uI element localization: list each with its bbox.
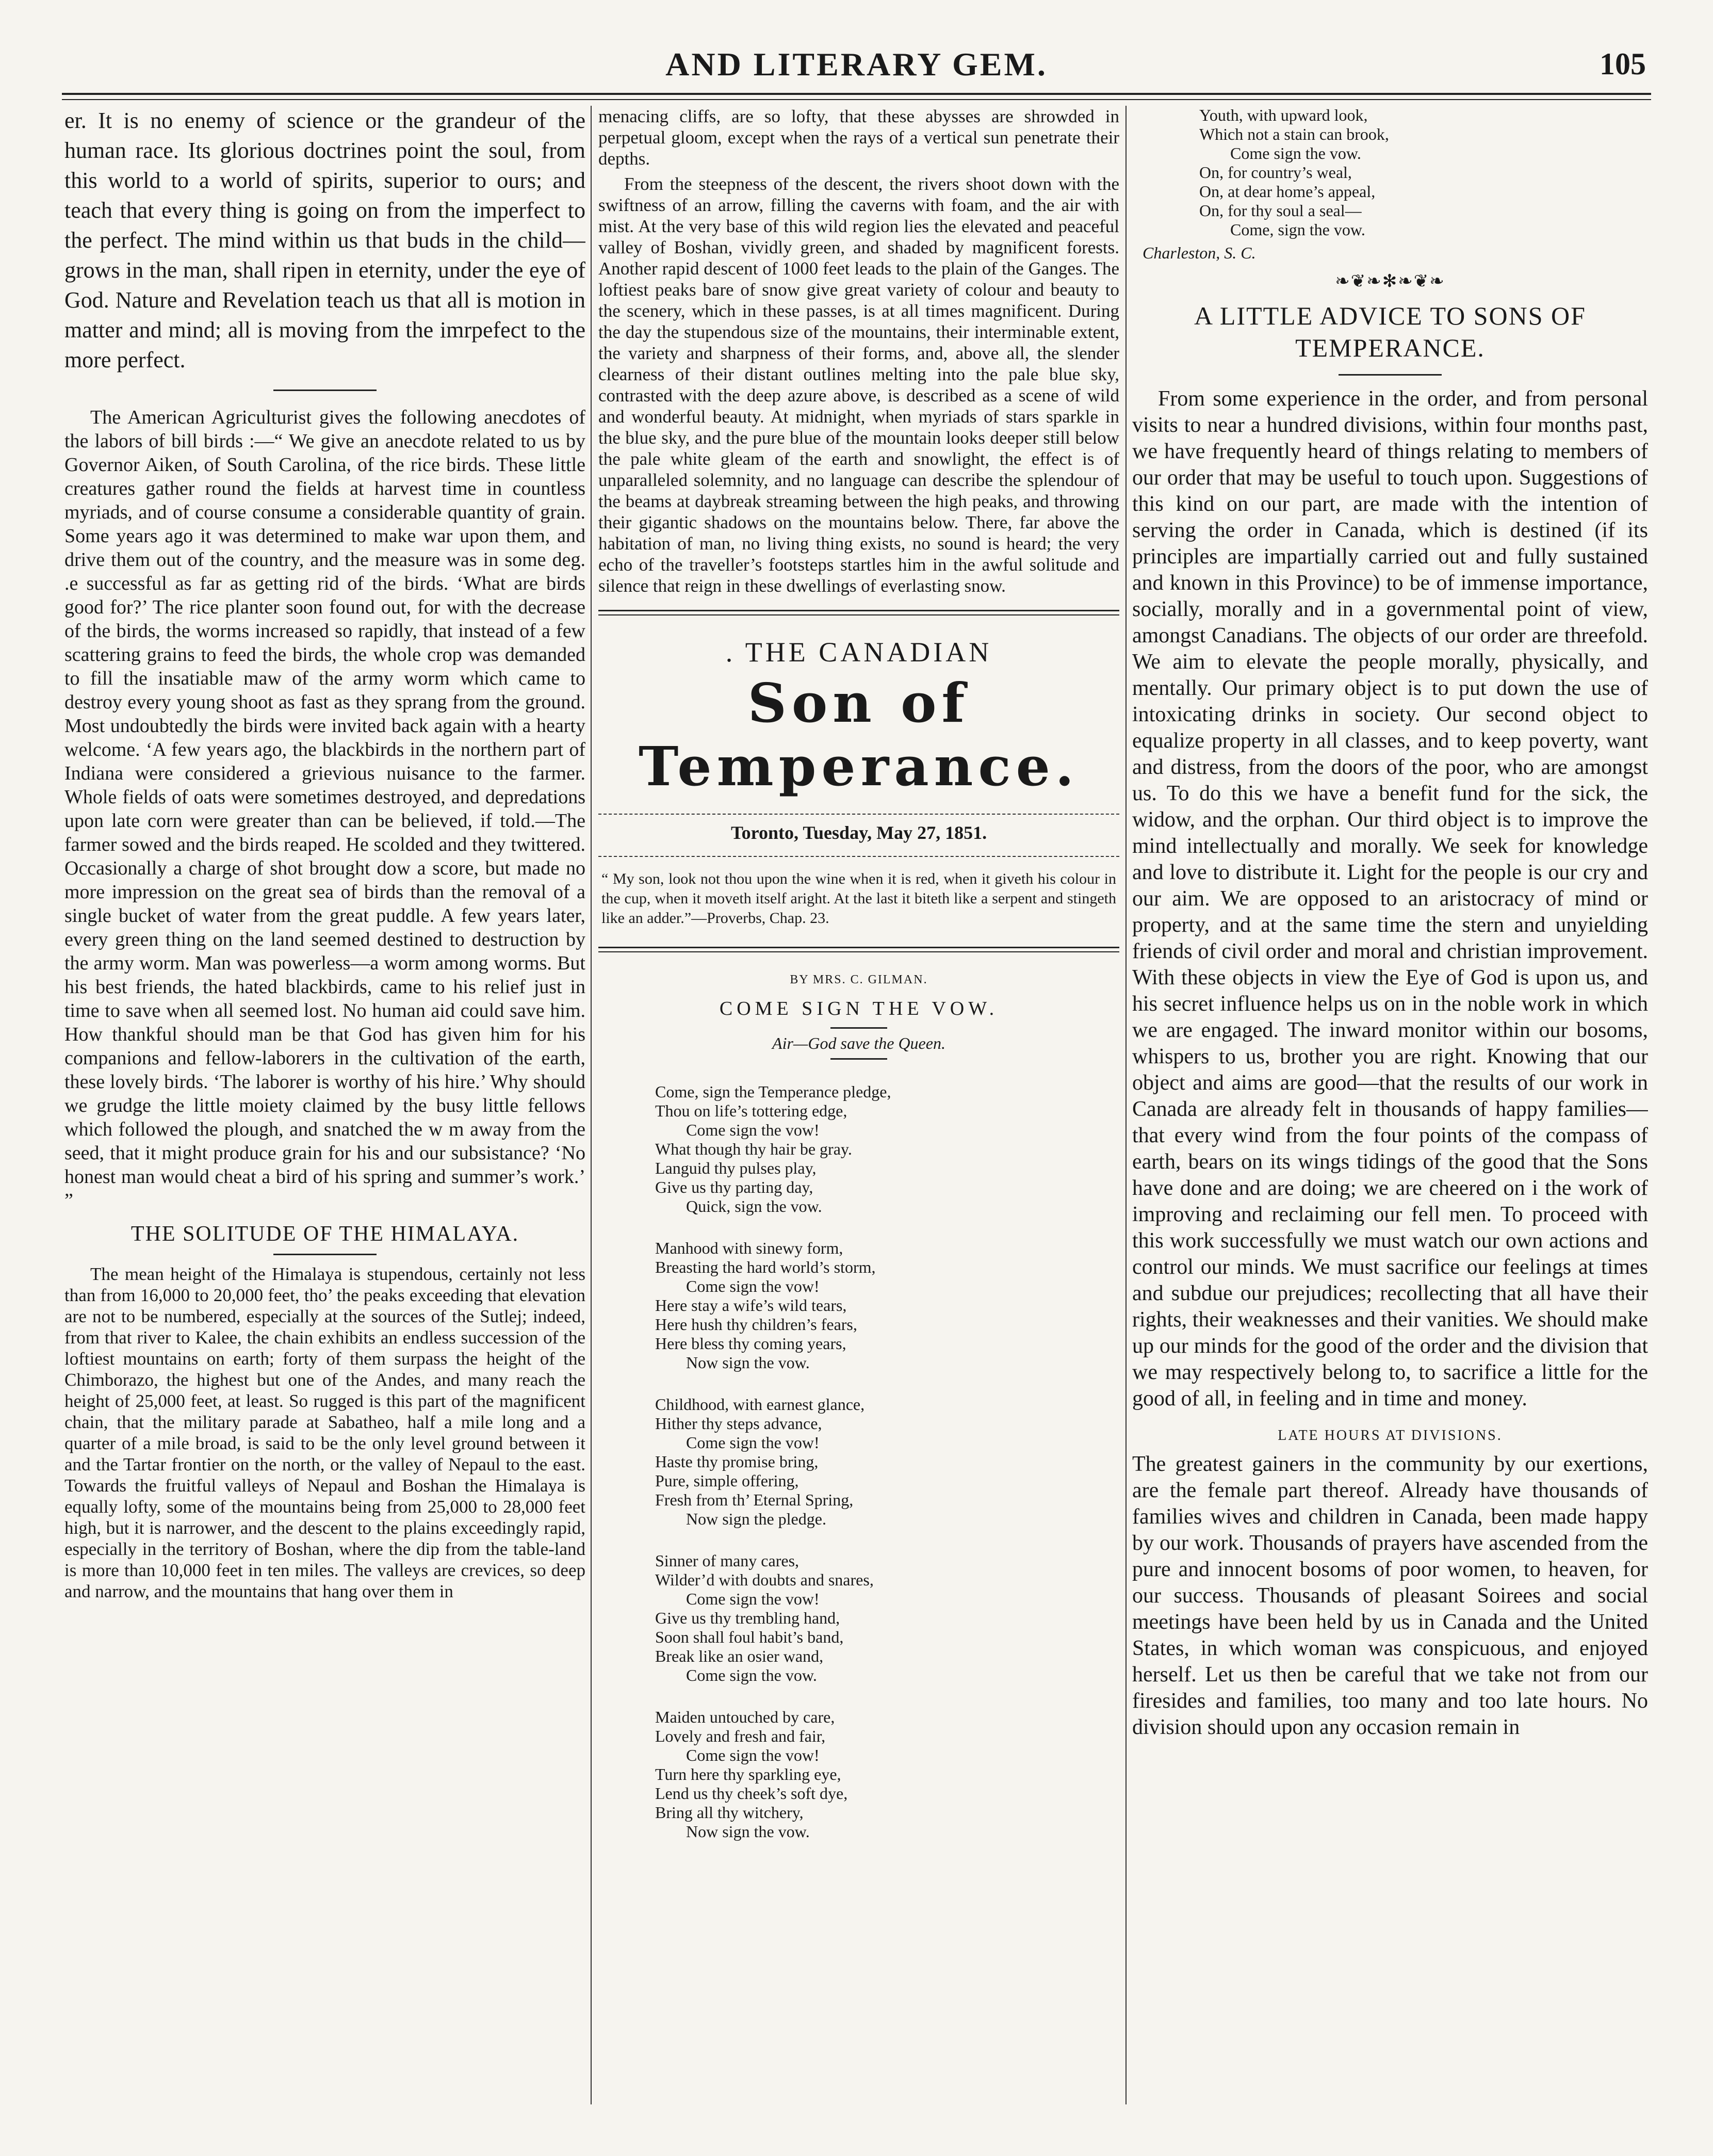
poem-line: Languid thy pulses play,	[655, 1159, 817, 1177]
header-rule-thin	[62, 99, 1651, 100]
column-divider-2	[1125, 106, 1127, 2104]
masthead-rule-top	[598, 610, 1119, 615]
epigraph: “ My son, look not thou upon the wine when it is red, when it giveth his colour in the cup, when it moveth itself aright. At the last it biteth like a serpent and stingeth like an adder.”—Proverbs, Chap. 23.	[601, 870, 1116, 927]
poem-line: Come sign the vow!	[686, 1433, 820, 1452]
poem-line: Come sign the vow!	[686, 1590, 820, 1608]
poem-line: Come, sign the Temperance pledge,	[655, 1082, 891, 1101]
poem-line: Come sign the vow.	[686, 1666, 817, 1684]
poem-line: Which not a stain can brook,	[1199, 125, 1389, 143]
poem-line: Here hush thy children’s fears,	[655, 1315, 857, 1334]
poem-line: Soon shall foul habit’s band,	[655, 1628, 844, 1646]
poem-line: Sinner of many cares,	[655, 1551, 800, 1570]
poem-line: Come sign the vow.	[1230, 144, 1361, 163]
poem-line: Pure, simple offering,	[655, 1471, 799, 1490]
poem-line: Bring all thy witchery,	[655, 1803, 804, 1822]
poem-line: Maiden untouched by care,	[655, 1708, 835, 1726]
himalaya-continued: menacing cliffs, are so lofty, that these abysses are shrowded in perpetual gloom, except when the rays of a vertical sun penetrate their depths.	[598, 106, 1119, 169]
ornament-divider: ❧❦❧✻❧❦❧	[1335, 272, 1445, 291]
poem-line: On, at dear home’s appeal,	[1199, 182, 1376, 201]
epigraph-rule	[598, 947, 1119, 952]
poem-rule-2	[830, 1058, 887, 1060]
poem-line: On, for thy soul a seal—	[1199, 201, 1362, 220]
poem-line: Now sign the vow.	[686, 1353, 810, 1372]
late-hours-heading: LATE HOURS AT DIVISIONS.	[1278, 1428, 1503, 1444]
column-3	[1132, 106, 1648, 2115]
poem-stanza	[655, 1708, 1119, 1841]
poem-line: Fresh from th’ Eternal Spring,	[655, 1490, 854, 1509]
header-rule	[62, 93, 1651, 95]
birds-article: The American Agriculturist gives the following anecdotes of the labors of bill birds :—“ We give an anecdote related to us by Governor Aiken, of South Carolina, of the rice birds. These little creatures gather round the fields at harvest time in countless myriads, and of course consume a considerable quantity of grain. Some years ago it was determined to make war upon them, and drive them out of the country, and the measure was in some deg. .e successful as far as getting rid of the birds. ‘What are birds good for?’ The rice planter soon found out, for with the decrease of the birds, the worms increased so rapidly, that instead of a few scattering grains to feed the birds, the whole crop was demanded to fill the insatiable maw of the army worm which came to destroy every young shoot as fast as they sprang from the ground. Most undoubtedly the birds were invited back again with a hearty welcome. ‘A few years ago, the blackbirds in the northern part of Indiana were considered a grievious nuisance to the farmer. Whole fields of oats were sometimes destroyed, and depredations upon late corn were greater than can be believed, if told.—The farmer sowed and the birds reaped. He scolded and they twittered. Occasionally a charge of shot brought dow a score, but made no more impression on the great sea of birds than the removal of a single bucket of water from the great puddle. A few years later, every green thing on the land seemed destined to destruction by the army worm. Man was powerless—a worm among worms. But his best friends, the hated blackbirds, came to his relief just in time to save when all seemed lost. No human aid could save him. How thankful should man be that God has given him for his companions and fellow-laborers in the cultivation of the earth, these lovely birds. ‘The laborer is worthy of his hire.’ Why should we grudge the little moiety claimed by the busy little fellows which followed the plough, and snatched the w m away from the seed, that it might produce grain for his and our subsistance? ‘No honest man would cheat a bird of his spring and summer’s work.’ ”	[64, 407, 585, 1211]
poem-line: Here stay a wife’s wild tears,	[655, 1296, 847, 1315]
poem-line: Youth, with upward look,	[1199, 106, 1368, 124]
poem-line: On, for country’s weal,	[1199, 163, 1352, 182]
column-2	[598, 106, 1119, 2115]
poem-rule	[830, 1027, 887, 1029]
poem-line: Childhood, with earnest glance,	[655, 1395, 865, 1414]
poem-stanza	[655, 1551, 1119, 1685]
poem-air: Air—God save the Queen.	[772, 1034, 945, 1052]
poem-line: Haste thy promise bring,	[655, 1452, 819, 1471]
wavy-rule-2	[598, 848, 1119, 857]
poem-line: Come sign the vow!	[686, 1277, 820, 1295]
poem-line: Lovely and fresh and fair,	[655, 1727, 826, 1745]
poem-line: Wilder’d with doubts and snares,	[655, 1570, 874, 1589]
poem-stanza	[655, 1395, 1119, 1529]
poem-line: Thou on life’s tottering edge,	[655, 1101, 847, 1120]
poem-line: Come sign the vow!	[686, 1746, 820, 1764]
section-rule	[273, 390, 377, 391]
wavy-rule-1	[598, 805, 1119, 815]
masthead-line-1: . THE CANADIAN	[725, 637, 992, 668]
column-divider-1	[591, 106, 592, 2104]
poem-line: Here bless thy coming years,	[655, 1334, 846, 1353]
himalaya-article: The mean height of the Himalaya is stupendous, certainly not less than from 16,000 to 20,000 feet, tho’ the peaks exceeding that elevation are not to be numbered, especially at the sources of the Sutlej; indeed, from that river to Kalee, the chain exhibits an endless succession of the loftiest mountains on earth; forty of them surpass the height of the Chimborazo, the highest but one of the Andes, and many reach the height of 25,000 feet, at least. So rugged is this part of the magnificent chain, that the military parade at Sabatheo, half a mile long and a quarter of a mile broad, is said to be the only level ground between it and the Tartar frontier on the north, or the valley of Nepaul to the east. Towards the fruitful valleys of Nepaul and Boshan the Himalaya is equally lofty, some of the mountains being from 25,000 to 28,000 feet high, but it is narrower, and the descent to the plains exceedingly rapid, especially in the territory of Boshan, where the dip from the table-land is more than 10,000 feet in ten miles. The valleys are crevices, so deep and narrow, and the mountains that hang over them in	[64, 1264, 585, 1601]
poem-line: Quick, sign the vow.	[686, 1197, 822, 1215]
poem-stanza	[655, 1082, 1119, 1216]
poem-continued	[1199, 106, 1648, 239]
poem-title: COME SIGN THE VOW.	[719, 998, 999, 1019]
column-1	[64, 106, 585, 2115]
poem-line: Now sign the pledge.	[686, 1510, 826, 1528]
poem-stanza	[655, 1239, 1119, 1372]
poem-place: Charleston, S. C.	[1143, 244, 1256, 262]
late-hours-article: The greatest gainers in the community by our exertions, are the female part thereof. Already have thousands of families wives and children in Canada, been made happy by our work. Thousands of prayers have ascended from the pure and innocent bosoms of poor women, to heaven, for our success. Thousands of pleasant Soirees and social meetings have been held by us in Canada and the United States, in which woman was conspicuous, and enjoyed herself. Let us then be careful that we take not from our firesides and families, too many and too late hours. No division should upon any occasion remain in	[1132, 1452, 1648, 1739]
poem-line: What though thy hair be gray.	[655, 1140, 852, 1158]
heading-rule	[1339, 374, 1442, 376]
poem-line: Breasting the hard world’s storm,	[655, 1258, 876, 1276]
continued-paragraph: er. It is no enemy of science or the grandeur of the human race. Its glorious doctrines point the soul, from this world to a world of spirits, superior to ours; and teach that every thing is going on from the imperfect to the perfect. The mind within us that buds in the child—grows in the man, shall ripen in eternity, under the eye of God. Nature and Revelation teach us that all is motion in matter and mind; all is moving from the imrpefect to the more perfect.	[64, 108, 585, 372]
poem-line: Come, sign the vow.	[1230, 220, 1365, 239]
himalaya-continued-2: From the steepness of the descent, the rivers shoot down with the swiftness of an arrow, filling the caverns with foam, and the air with mist. At the very base of this wild region lies the elevated and peaceful valley of Boshan, vividly green, and shaded by magnificent forests. Another rapid descent of 1000 feet leads to the plain of the Ganges. The loftiest peaks bare of snow give great variety of colour and beauty to the scenery, which in these passes, is at all times magnificent. During the day the stupendous size of the mountains, their interminable extent, the variety and sharpness of their forms, and, above all, the slender clearness of their distant outlines melting into the pale blue sky, contrasted with the deep azure above, is described as a scene of wild and wonderful beauty. At midnight, when myriads of stars sparkle in the blue sky, and the pure blue of the mountain looks deeper still below the pale white gleam of the earth and snowlight, the effect is of unparalleled solemnity, and no language can describe the splendour of the beams at daybreak streaming between the high peaks, and throwing their gigantic shadows on the mountains below. There, far above the habitation of man, no living thing exists, no sound is heard; the very echo of the traveller’s footsteps startles him in the awful solitude and silence that reign in these dwellings of everlasting snow.	[598, 174, 1119, 596]
poem-line: Now sign the vow.	[686, 1822, 810, 1841]
poem-line: Come sign the vow!	[686, 1121, 820, 1139]
advice-heading: A LITTLE ADVICE TO SONS OF TEMPERANCE.	[1194, 301, 1586, 362]
poem-line: Give us thy parting day,	[655, 1178, 813, 1196]
dateline: Toronto, Tuesday, May 27, 1851.	[730, 822, 987, 843]
advice-article: From some experience in the order, and from personal visits to near a hundred divisions, within four months past, we have frequently heard of things relating to members of our order that may be useful to touch upon. Suggestions of this kind on our part, are made with the intention of serving the order in Canada, which is destined (if its principles are impartially carried out and fully sustained and known in this Province) to be of immense importance, socially, morally and in a governmental point of view, amongst Canadians. The objects of our order are threefold. We aim to elevate the people morally, physically, and mentally. Our primary object is to put down the use of intoxicating drinks in society. Our second object to equalize property in all classes, and to keep poverty, want and distress, from the doors of the poor, who are amongst us. To do this we have a benefit fund for the sick, the widow, and the orphan. Our third object is to improve the mind intellectually and morally. We seek for knowledge and love to distribute it. Light for the people is our cry and our aim. We are opposed to an aristocracy of mind or property, and at the same time the stern and unyielding friends of civil order and moral and christian improvement. With these objects in view the Eye of God is upon us, and his secret influence helps us on in the noble work in which we are engaged. The inward monitor within our bosoms, whispers to us, brother you are right. Knowing that our object and aims are good—that the results of our work in Canada are already felt in thousands of happy families—that every wind from the four points of the compass of earth, bears on its wings tidings of the good that the Sons have done and are doing; we are cheered on i the work of improving and reclaiming our fell men. To proceed with this work successfully we must watch our own actions and control our minds. We must sacrifice our feelings at times and subdue our prejudices; recollecting that all have their rights, their weaknesses and their vanities. We should make up our minds for the good of the order and the division that we may respectively belong to, to sacrifice a little for the good of all, in feeling and in time and money.	[1132, 387, 1648, 1411]
poem-byline: BY MRS. C. GILMAN.	[790, 973, 928, 986]
running-title: AND LITERARY GEM.	[665, 46, 1048, 83]
poem-line: Break like an osier wand,	[655, 1647, 824, 1665]
heading-rule	[273, 1254, 377, 1255]
page-number: 105	[1600, 47, 1646, 81]
page-header	[62, 36, 1651, 98]
masthead-title: Son of Temperance.	[638, 671, 1080, 798]
poem-line: Give us thy trembling hand,	[655, 1609, 840, 1627]
poem-line: Turn here thy sparkling eye,	[655, 1765, 841, 1784]
poem-line: Manhood with sinewy form,	[655, 1239, 843, 1257]
poem-line: Lend us thy cheek’s soft dye,	[655, 1784, 848, 1803]
poem-line: Hither thy steps advance,	[655, 1414, 822, 1433]
himalaya-heading: THE SOLITUDE OF THE HIMALAYA.	[130, 1222, 519, 1246]
